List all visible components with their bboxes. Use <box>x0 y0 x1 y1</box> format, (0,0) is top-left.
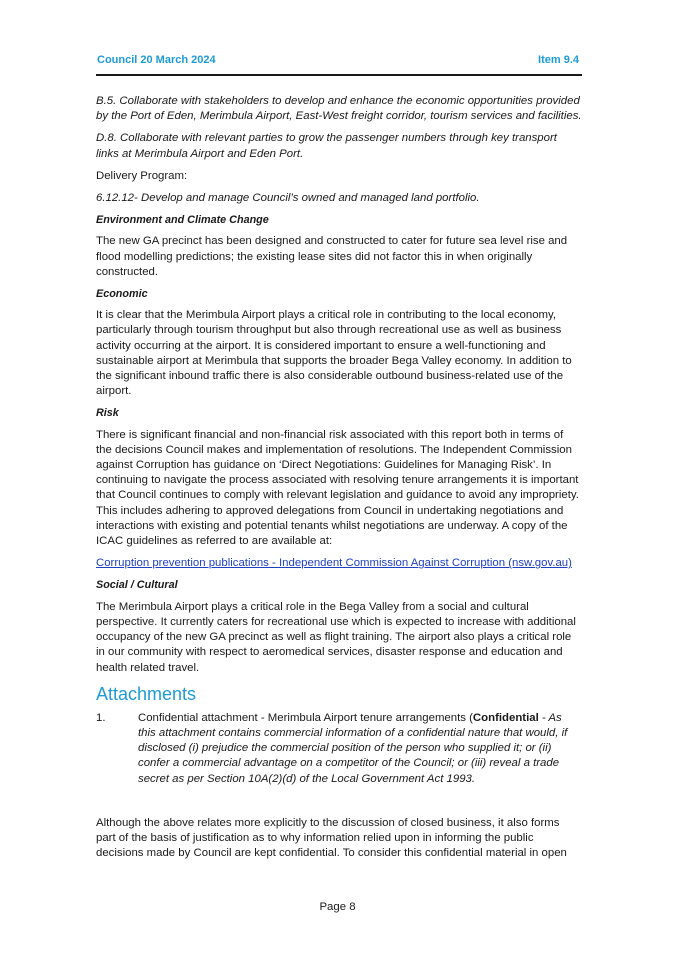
closing-text: Although the above relates more explicitly to the discussion of closed business, it also forms part of the basis of justification as to why information relied upon in informing the public decisions made by Council are kept confidential. To consider this confidential material in open <box>96 816 567 860</box>
environment-text: The new GA precinct has been designed and constructed to cater for future sea level rise and flood modelling predictions; the existing lease sites did not factor this in when originally constructed. <box>96 235 568 278</box>
page-header <box>96 52 582 76</box>
risk-heading: Risk <box>96 407 119 420</box>
meeting-date: Council 20 March 2024 <box>97 54 216 66</box>
attachment-item <box>96 711 582 787</box>
icac-link-paragraph <box>96 556 582 571</box>
page-footer <box>0 901 675 913</box>
attachment-reason: - As this attachment contains commercial information of a confidential nature that would, if disclosed (i) prejudice the commercial position of the person who supplied it; or (ii) confer a commercial advantage on a competitor of the Council; or (iii) reveal a trade secret as per Section 10A(2)(d) of the Local Government Act 1993. <box>138 711 568 785</box>
environment-heading: Environment and Climate Change <box>96 214 269 227</box>
page-number: 8 <box>349 901 356 913</box>
document-body <box>96 94 582 868</box>
economic-text: It is clear that the Merimbula Airport plays a critical role in contributing to the local economy, particularly through tourism throughput but also through recreational use as well as business activity occurring at the airport. It is considered important to ensure a well-functioning and sustainable airport at Merimbula that supports the broader Bega Valley economy. In addition to the significant inbound traffic there is also considerable outbound business-related use of the airport. <box>96 309 572 398</box>
objective-d8: D.8. Collaborate with relevant parties to grow the passenger numbers through key transport links at Merimbula Airport and Eden Port. <box>96 132 557 160</box>
page-label: Page <box>319 901 350 913</box>
icac-link[interactable]: Corruption prevention publications - Independent Commission Against Corruption (nsw.gov.au) <box>96 557 572 570</box>
social-text: The Merimbula Airport plays a critical role in the Bega Valley from a social and cultural perspective. It currently caters for recreational use which is expected to increase with additional occupancy of the new GA precinct as well as flight training. The airport also plays a critical role in our community with respect to aeromedical services, disaster response and education and health related travel. <box>96 600 576 674</box>
attachment-text: Confidential attachment - Merimbula Airport tenure arrangements ( <box>138 711 473 724</box>
objective-b5: B.5. Collaborate with stakeholders to develop and enhance the economic opportunities provided by the Port of Eden, Merimbula Airport, East-West freight corridor, tourism services and facilities. <box>96 95 582 123</box>
risk-text: There is significant financial and non-financial risk associated with this report both in terms of the decisions Council makes and implementation of resolutions. The Independent Commission against Corruption has guidance on ‘Direct Negotiations: Guidelines for Managing Risk’. In continuing to navigate the process associated with resolving tenure arrangements it is important that Council continues to comply with relevant legislation and guidance to avoid any impropriety. This includes adhering to approved delegations from Council in undertaking negotiations and interactions with existing and potential tenants whilst negotiations are underway. A copy of the ICAC guidelines as referred to are available at: <box>96 428 579 548</box>
attachment-confidential: Confidential <box>472 711 539 724</box>
social-heading: Social / Cultural <box>96 579 178 592</box>
delivery-program-item: 6.12.12- Develop and manage Council’s owned and managed land portfolio. <box>96 192 480 205</box>
attachments-heading: Attachments <box>96 683 197 704</box>
attachment-number: 1. <box>96 711 106 724</box>
item-number: Item 9.4 <box>538 54 579 66</box>
delivery-program-label: Delivery Program: <box>96 169 188 182</box>
economic-heading: Economic <box>96 288 148 301</box>
